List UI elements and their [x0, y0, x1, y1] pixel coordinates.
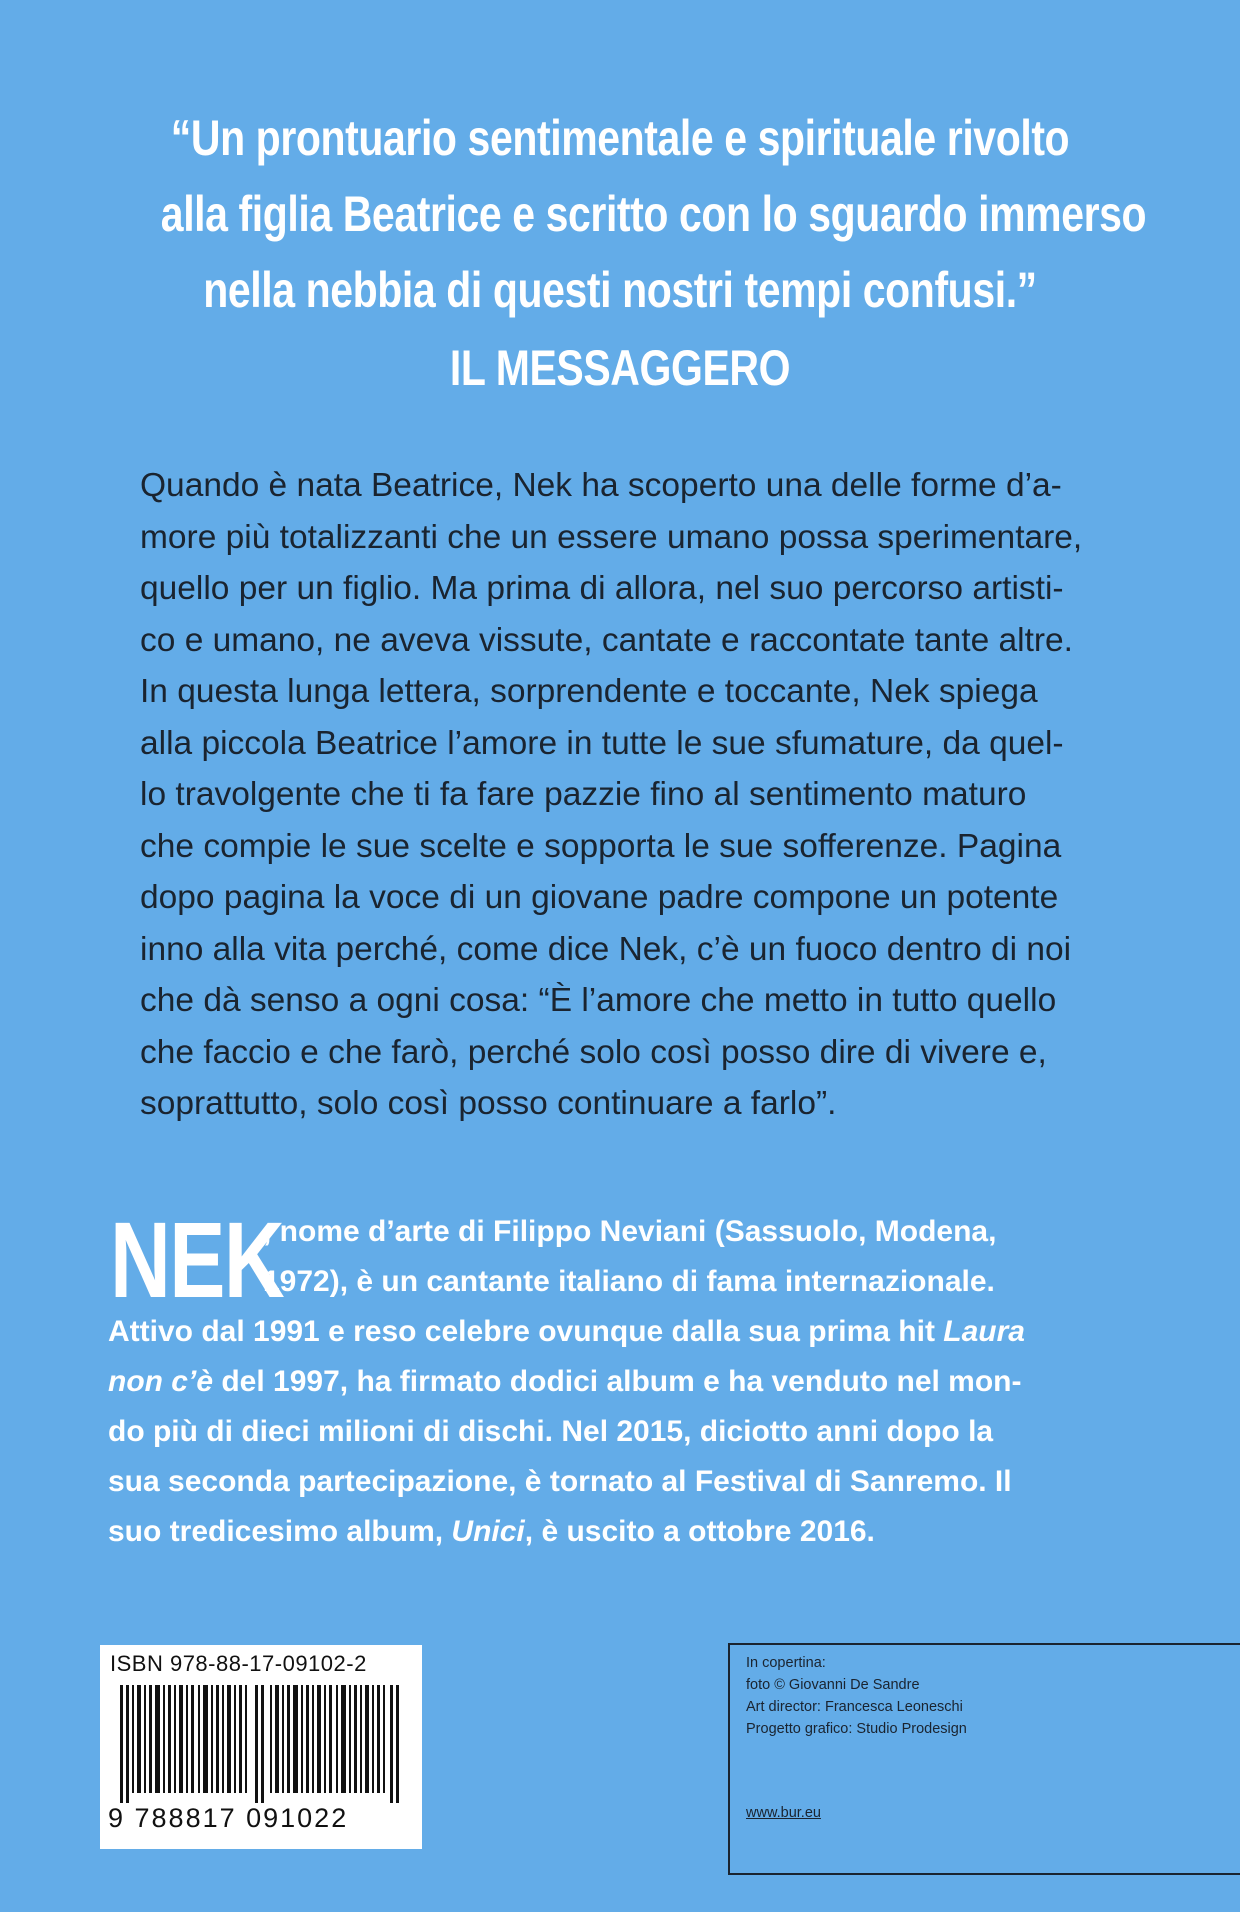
bio-line: do più di dieci milioni di dischi. Nel 2015, diciotto anni dopo la: [108, 1415, 994, 1448]
author-bio: [108, 1199, 1118, 1557]
press-quote: [160, 100, 1147, 406]
bio-text: suo tredicesimo album,: [108, 1515, 452, 1548]
bio-line: [108, 1357, 1118, 1407]
credits-photo: foto © Giovanni De Sandre: [746, 1677, 920, 1693]
bio-line: 1972), è un cantante italiano di fama internazionale.: [263, 1265, 995, 1298]
blurb-line: Quando è nata Beatrice, Nek ha scoperto una delle forme d’a-: [140, 467, 1062, 504]
quote-line: “Un prontuario sentimentale e spirituale rivolto: [170, 110, 1070, 166]
blurb-line: more più totalizzanti che un essere umano possa sperimentare,: [140, 518, 1083, 556]
quote-source: IL MESSAGGERO: [449, 340, 791, 396]
bio-text: Attivo dal 1991 e reso celebre ovunque dalla sua prima hit: [108, 1315, 944, 1348]
blurb-line: alla piccola Beatrice l’amore in tutte le sue sfumature, da quel-: [140, 724, 1064, 762]
bio-line: [108, 1507, 1118, 1557]
quote-line: nella nebbia di questi nostri tempi confusi.”: [203, 262, 1037, 318]
publisher-website-link[interactable]: www.bur.eu: [746, 1805, 821, 1821]
bio-text: del 1997, ha firmato dodici album e ha venduto nel mon-: [213, 1365, 1022, 1398]
book-blurb: [140, 460, 1115, 1130]
blurb-line: inno alla vita perché, come dice Nek, c’è un fuoco dentro di noi: [140, 930, 1072, 968]
author-name-dropcap: NEK: [110, 1199, 284, 1320]
blurb-line: co e umano, ne aveva vissute, cantate e raccontate tante altre.: [140, 621, 1073, 659]
song-title: Laura: [943, 1315, 1025, 1348]
isbn-text: ISBN 978-88-17-09102-2: [110, 1651, 367, 1676]
credits-graphic-design: Progetto grafico: Studio Prodesign: [746, 1721, 967, 1737]
blurb-line: quello per un figlio. Ma prima di allora, nel suo percorso artisti-: [140, 570, 1064, 607]
bio-line: , nome d’arte di Filippo Neviani (Sassuolo, Modena,: [263, 1215, 997, 1248]
album-title: Unici: [451, 1515, 525, 1548]
blurb-line: che compie le sue scelte e sopporta le sue sofferenze. Pagina: [140, 827, 1062, 865]
credits-heading: In copertina:: [746, 1655, 826, 1671]
credits-box: [728, 1643, 1240, 1875]
barcode-digits: 9 788817 091022: [108, 1803, 349, 1833]
bio-line: sua seconda partecipazione, è tornato al Festival di Sanremo. Il: [108, 1465, 1012, 1498]
blurb-line: che faccio e che farò, perché solo così posso dire di vivere e,: [140, 1033, 1047, 1071]
credits-art-director: Art director: Francesca Leoneschi: [746, 1699, 963, 1715]
barcode-icon: [110, 1685, 412, 1803]
blurb-line: In questa lunga lettera, sorprendente e toccante, Nek spiega: [140, 673, 1038, 710]
quote-line: alla figlia Beatrice e scritto con lo sguardo immerso: [160, 186, 1147, 242]
blurb-line: lo travolgente che ti fa fare pazzie fino al sentimento maturo: [140, 776, 1027, 813]
blurb-line: dopo pagina la voce di un giovane padre compone un potente: [140, 879, 1059, 916]
bio-text: , è uscito a ottobre 2016.: [524, 1515, 875, 1548]
blurb-line: soprattutto, solo così posso continuare a farlo”.: [140, 1085, 837, 1122]
bio-line: [108, 1307, 1118, 1357]
blurb-line: che dà senso a ogni cosa: “È l’amore che metto in tutto quello: [140, 982, 1057, 1019]
song-title: non c’è: [108, 1365, 214, 1398]
barcode-label: [100, 1645, 422, 1849]
